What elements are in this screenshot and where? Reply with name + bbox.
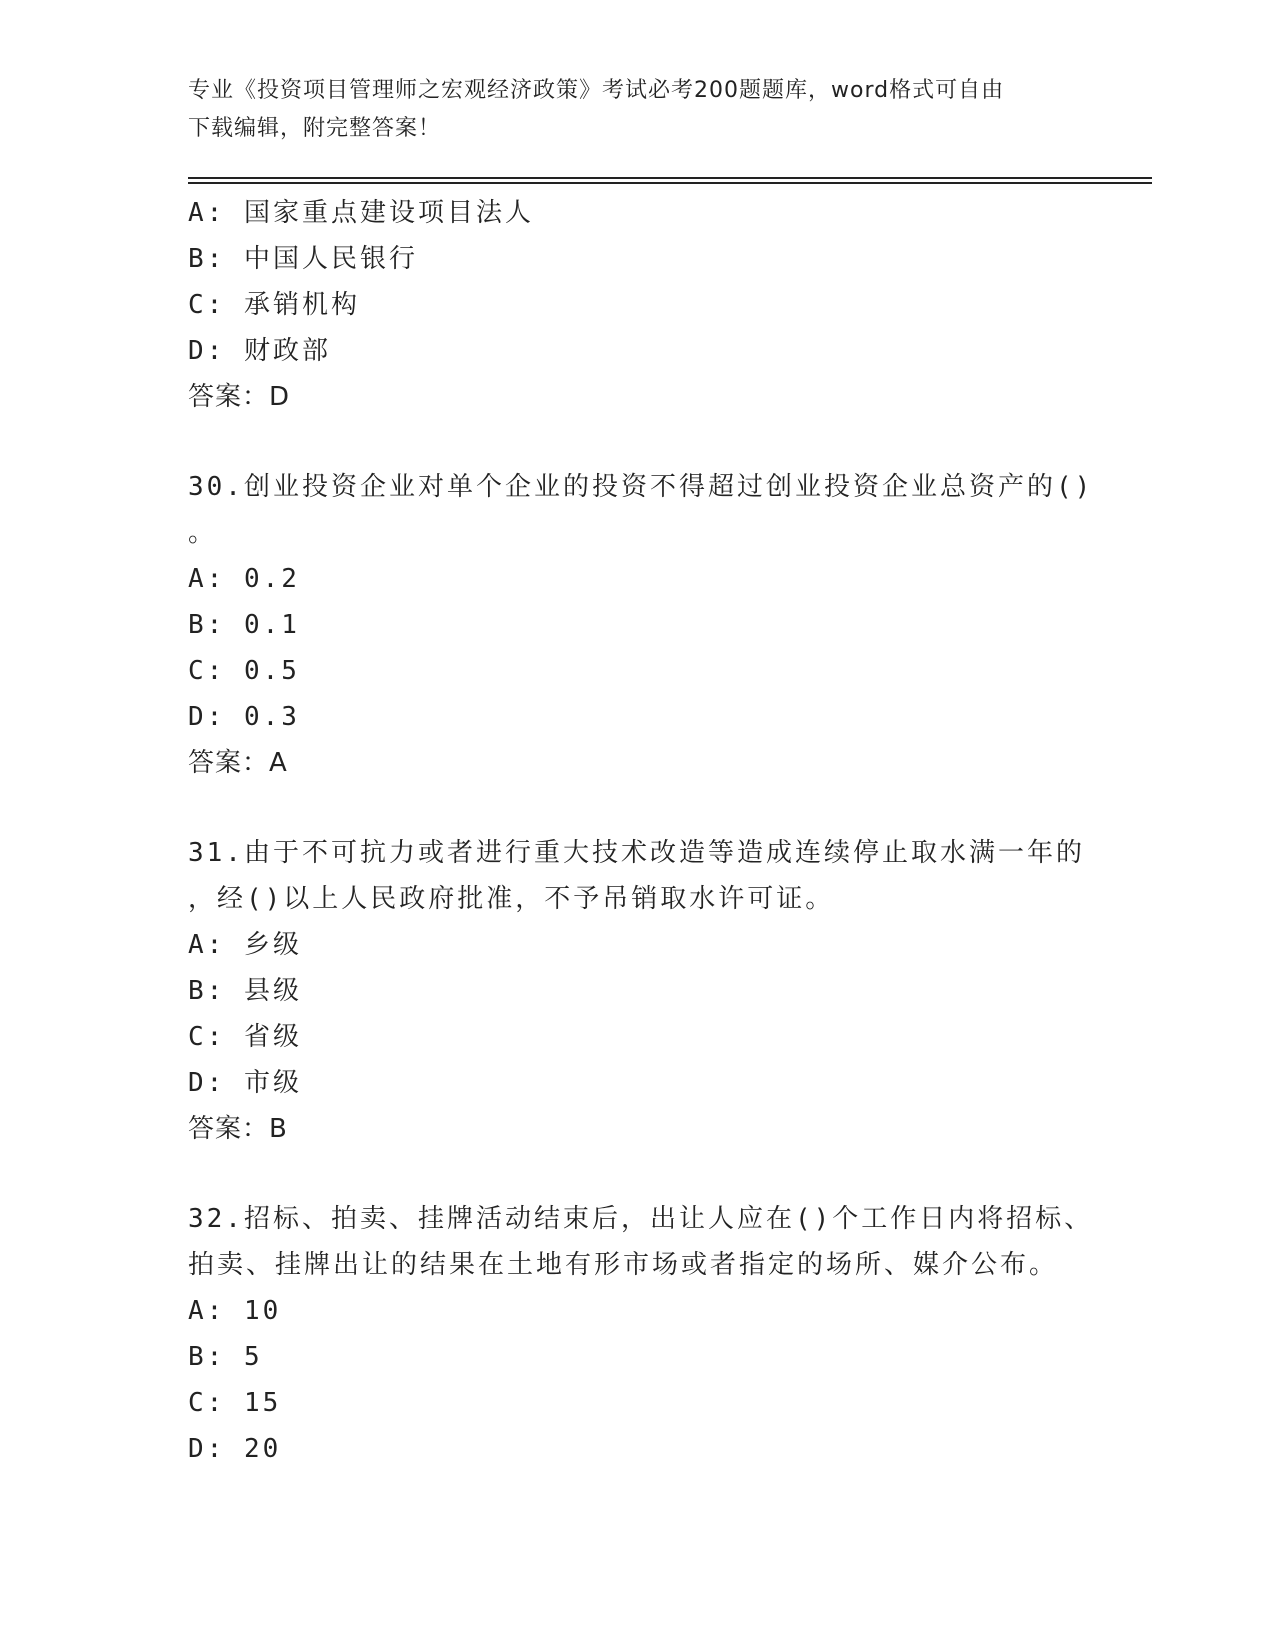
option-c: C: 省级 (188, 1022, 302, 1052)
question-stem (188, 1196, 1094, 1288)
spacer (188, 420, 1088, 464)
option-b: B: 中国人民银行 (188, 244, 418, 274)
stem-line: 。 (188, 518, 218, 548)
option-b: B: 县级 (188, 976, 302, 1006)
answer-line: 答案：B (188, 1114, 288, 1144)
question-32 (188, 1196, 1094, 1472)
option-d: D: 0.3 (188, 702, 300, 732)
stem-line: 30.创业投资企业对单个企业的投资不得超过创业投资企业总资产的() (188, 472, 1094, 502)
stem-line: 拍卖、挂牌出让的结果在土地有形市场或者指定的场所、媒介公布。 (188, 1250, 1059, 1280)
option-a: A: 国家重点建设项目法人 (188, 198, 534, 228)
option-d: D: 20 (188, 1434, 282, 1464)
question-31 (188, 830, 1088, 1152)
option-d: D: 市级 (188, 1068, 302, 1098)
document-header (188, 72, 1068, 148)
question-29-continued (188, 190, 1088, 420)
stem-line: 31.由于不可抗力或者进行重大技术改造等造成连续停止取水满一年的 (188, 838, 1085, 868)
question-stem (188, 464, 1094, 556)
stem-line: ，经()以上人民政府批准，不予吊销取水许可证。 (188, 884, 835, 914)
spacer (188, 1152, 1088, 1196)
option-a: A: 10 (188, 1296, 282, 1326)
option-d: D: 财政部 (188, 336, 331, 366)
answer-line: 答案：A (188, 748, 288, 778)
option-a: A: 乡级 (188, 930, 302, 960)
question-stem (188, 830, 1088, 922)
option-b: B: 0.1 (188, 610, 300, 640)
header-divider-top (188, 177, 1152, 179)
option-c: C: 0.5 (188, 656, 300, 686)
stem-line: 32.招标、拍卖、挂牌活动结束后，出让人应在()个工作日内将招标、 (188, 1204, 1094, 1234)
header-divider-bottom (188, 182, 1152, 184)
header-line-2: 下载编辑，附完整答案！ (188, 116, 442, 141)
spacer (188, 786, 1088, 830)
answer-line: 答案：D (188, 382, 291, 412)
option-a: A: 0.2 (188, 564, 300, 594)
header-line-1: 专业《投资项目管理师之宏观经济政策》考试必考200题题库，word格式可自由 (188, 78, 1005, 103)
option-c: C: 15 (188, 1388, 282, 1418)
option-b: B: 5 (188, 1342, 263, 1372)
question-30 (188, 464, 1094, 786)
question-list (188, 190, 1094, 1472)
option-c: C: 承销机构 (188, 290, 360, 320)
